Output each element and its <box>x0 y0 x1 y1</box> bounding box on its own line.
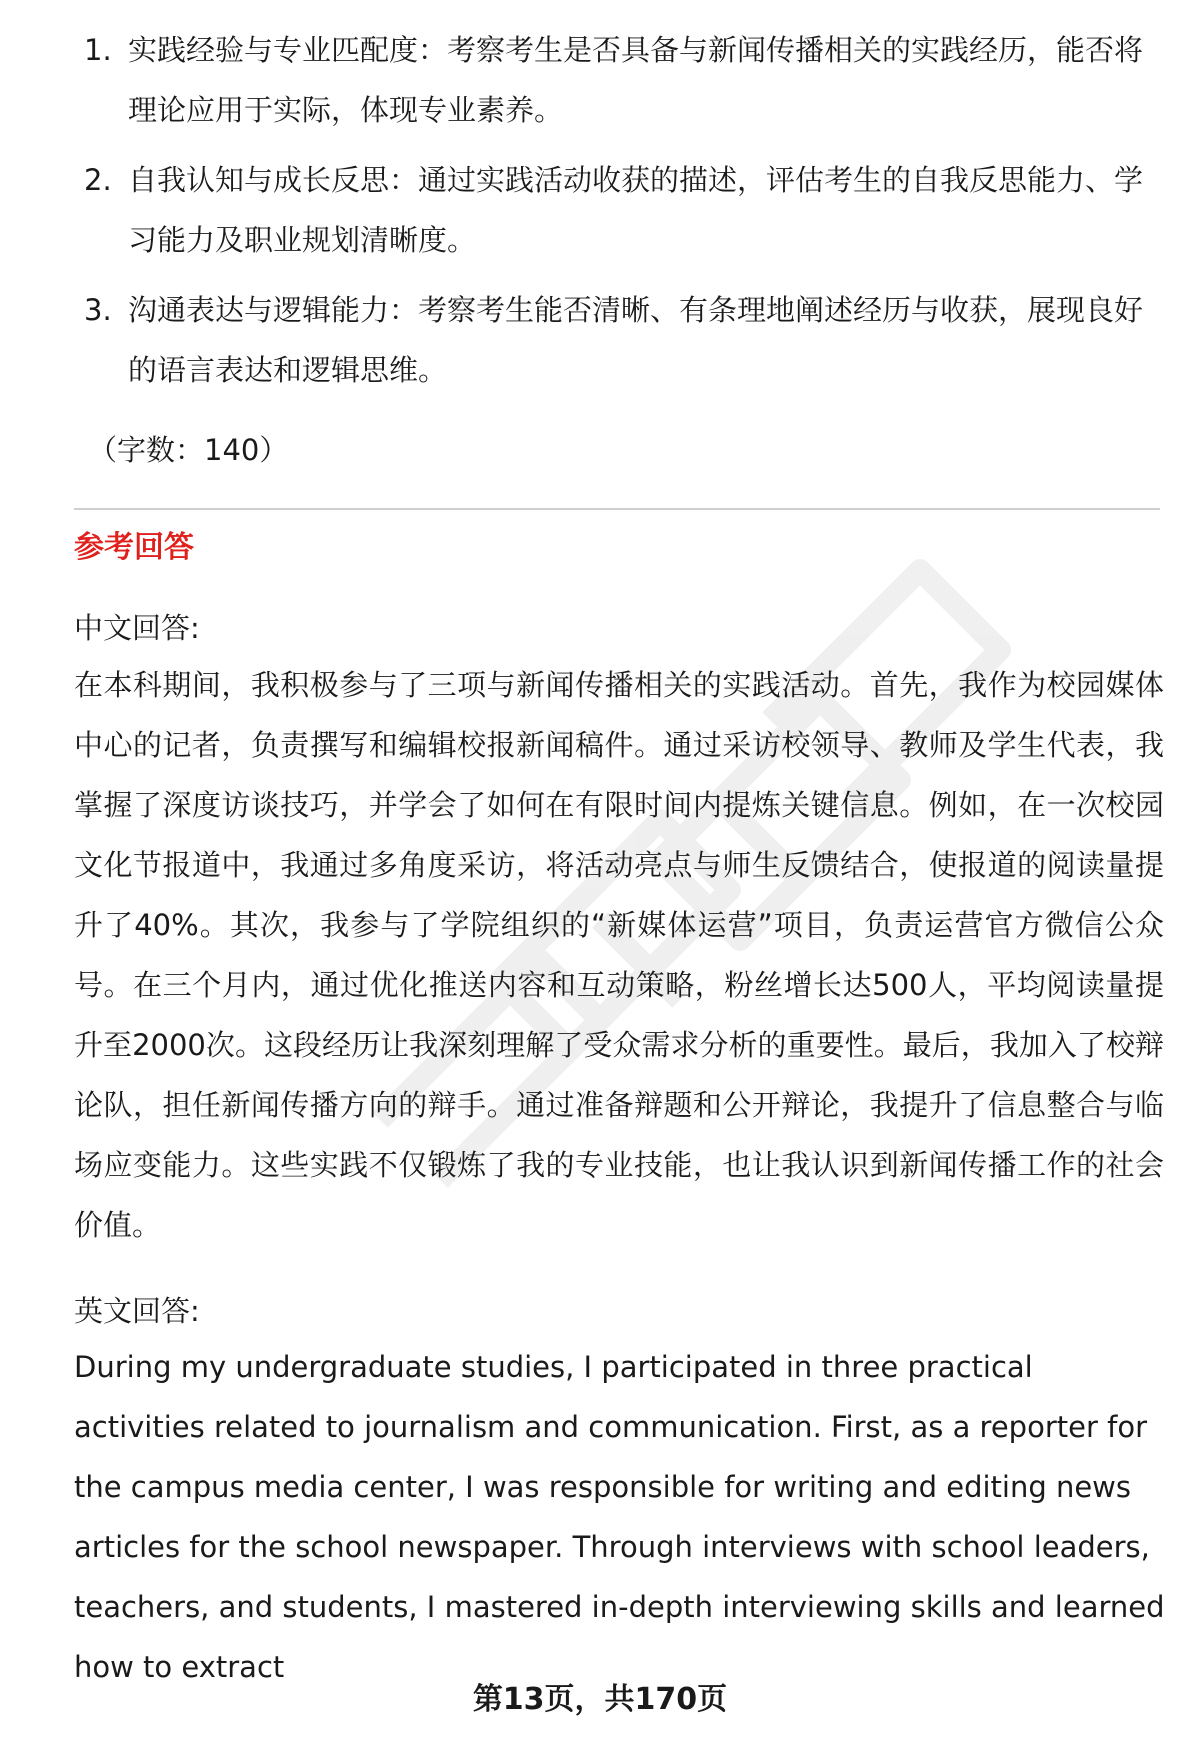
criteria-list <box>74 33 1166 400</box>
section-divider <box>74 508 1160 510</box>
chinese-answer-label: 中文回答: <box>74 611 200 645</box>
word-count: （字数：140） <box>88 433 289 467</box>
page-number: 第13页，共170页 <box>472 1682 728 1717</box>
reference-answer-heading: 参考回答 <box>74 530 194 565</box>
list-text: 自我认知与成长反思：通过实践活动收获的描述，评估考生的自我反思能力、学习能力及职业规划清晰度。 <box>128 163 1144 257</box>
list-number: 3. <box>84 293 112 327</box>
english-answer-body: During my undergraduate studies, I participated in three practical activities related to journalism and communication. First, as a reporter for the campus media center, I was responsible for writing and editing news articles for the school newspaper. Through interviews with school leaders, teachers, and students, I mastered in-depth interviewing skills and learned how to extract <box>74 1350 1165 1684</box>
chinese-answer-body: 在本科期间，我积极参与了三项与新闻传播相关的实践活动。首先，我作为校园媒体中心的记者，负责撰写和编辑校报新闻稿件。通过采访校领导、教师及学生代表，我掌握了深度访谈技巧，并学会了如何在有限时间内提炼关键信息。例如，在一次校园文化节报道中，我通过多角度采访，将活动亮点与师生反馈结合，使报道的阅读量提升了40%。其次，我参与了学院组织的“新媒体运营”项目，负责运营官方微信公众号。在三个月内，通过优化推送内容和互动策略，粉丝增长达500人，平均阅读量提升至2000次。这段经历让我深刻理解了受众需求分析的重要性。最后，我加入了校辩论队，担任新闻传播方向的辩手。通过准备辩题和公开辩论，我提升了信息整合与临场应变能力。这些实践不仅锻炼了我的专业技能，也让我认识到新闻传播工作的社会价值。 <box>74 668 1164 1242</box>
list-text: 实践经验与专业匹配度：考察考生是否具备与新闻传播相关的实践经历，能否将理论应用于实际，体现专业素养。 <box>128 33 1144 127</box>
english-answer-label: 英文回答: <box>74 1294 200 1328</box>
list-item <box>74 20 1166 140</box>
list-number: 2. <box>84 163 112 197</box>
list-number: 1. <box>84 33 112 67</box>
list-item <box>74 150 1166 270</box>
list-text: 沟通表达与逻辑能力：考察考生能否清晰、有条理地阐述经历与收获，展现良好的语言表达和逻辑思维。 <box>128 293 1144 387</box>
list-item <box>74 280 1166 400</box>
